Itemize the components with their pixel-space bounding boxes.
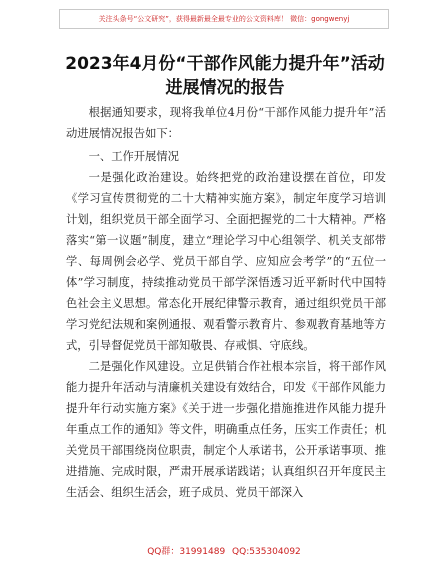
section-heading: 一、工作开展情况: [88, 150, 179, 163]
header-note: 关注头条号“公文研究”，获得最新最全最专业的公文资料库！ 微信：gongwenyj: [59, 9, 389, 29]
document-title: 2023年4月份“干部作风能力提升年”活动进展情况的报告: [65, 54, 385, 98]
paragraph-political: 一是强化政治建设。始终把党的政治建设摆在首位，印发《学习宣传贯彻党的二十大精神实施方案》，制定年度学习培训计划，组织党员干部全面学习、全面把握党的二十大精神。严格落实“第一议题”制度，建立“理论学习中心组领学、机关支部带学、每周例会必学、党员干部自学、应知应会考学”的“五位一体”学习制度，持续推动党员干部学深悟透习近平新时代中国特色社会主义思想。常态化开展纪律警示教育，通过组织党员干部学习党纪法规和案例通报、观看警示教育片、参观教育基地等方式，引导督促党员干部知敬畏、存戒惧、守底线。: [66, 171, 386, 352]
intro-paragraph: 根据通知要求，现将我单位4月份“干部作风能力提升年”活动进展情况报告如下：: [66, 106, 386, 140]
footer-qq-group: QQ群：31991489: [147, 547, 226, 557]
paragraph-work-style: 二是强化作风建设。立足供销合作社根本宗旨，将干部作风能力提升年活动与清廉机关建设有效结合，印发《干部作风能力提升年行动实施方案》《关于进一步强化措施推进作风能力提升年重点工作的通知》等文件，明确重点任务，压实工作责任；机关党员干部围绕岗位职责，制定个人承诺书，公开承诺事项、推进措施、完成时限，严肃开展承诺践诺；认真组织召开年度民主生活会、组织生活会，班子成员、党员干部深入: [66, 360, 386, 499]
footer-contact: [0, 544, 448, 557]
footer-qq-number: QQ:535304092: [232, 547, 301, 557]
document-body: [66, 102, 386, 503]
